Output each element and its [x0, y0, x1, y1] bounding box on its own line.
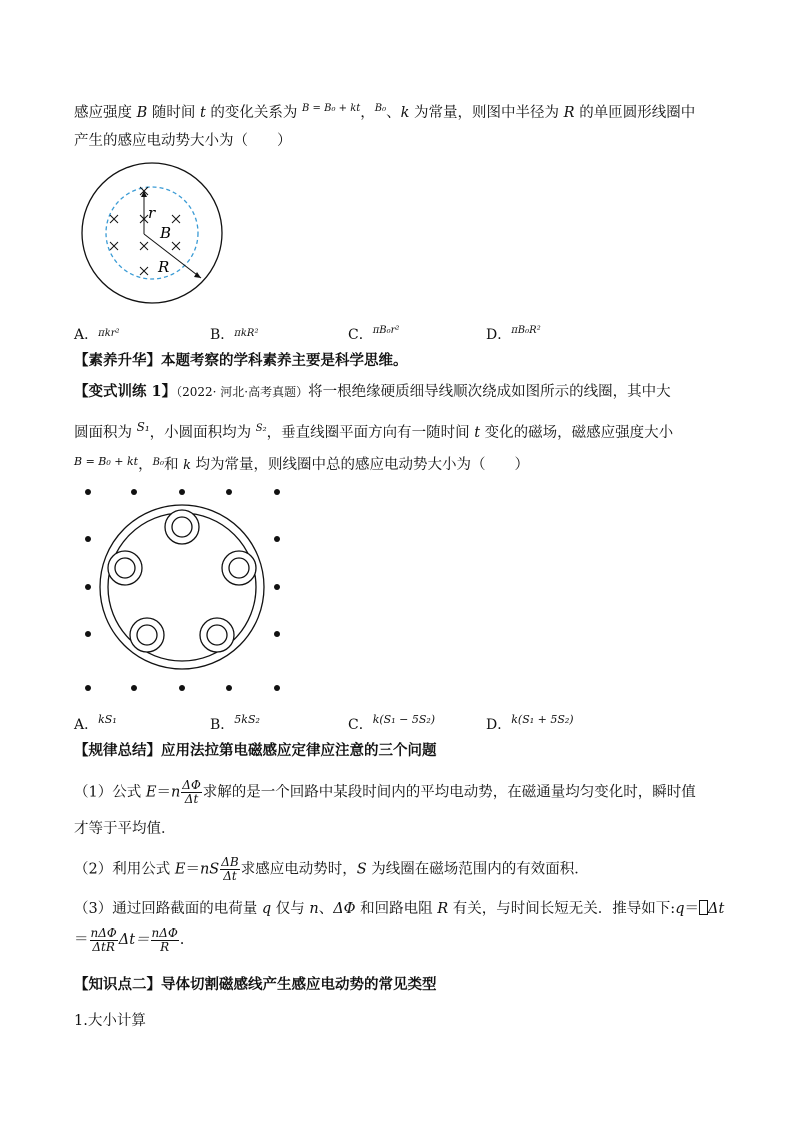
var-dphi: ΔΦ — [333, 901, 356, 917]
var-B: B — [136, 105, 148, 121]
text: 为线圈在磁场范围内的有效面积． — [366, 861, 589, 878]
var-R: R — [563, 105, 575, 121]
coil-wire — [100, 505, 264, 669]
calc-heading: 1.大小计算 — [74, 1013, 146, 1029]
q1-option-b[interactable] — [210, 324, 258, 344]
rules-item2 — [74, 856, 589, 883]
frac-den: Δt — [223, 869, 237, 883]
arrow-r-icon — [141, 191, 147, 197]
var-S: S — [356, 861, 367, 878]
option-letter: D． — [486, 327, 512, 343]
var-S2: S₂ — [255, 423, 267, 434]
text: 圆面积为 — [74, 425, 137, 441]
knowledge2-heading — [74, 975, 437, 995]
text: Δt＝ — [118, 932, 150, 948]
q1-option-d[interactable] — [486, 324, 541, 344]
text: . — [179, 932, 185, 948]
q1-line2: 产生的感应电动势大小为（ ） — [74, 133, 292, 149]
var-B0: B₀ — [152, 457, 164, 468]
text: ＝ — [74, 932, 89, 948]
variant-option-b[interactable] — [210, 713, 260, 734]
text: 、 — [386, 105, 401, 121]
label-r: r — [148, 204, 156, 222]
q1-option-a[interactable] — [74, 324, 120, 344]
text: 的变化关系为 — [205, 105, 303, 121]
variant-option-c[interactable] — [348, 713, 435, 734]
frac-den: Δt — [184, 792, 199, 806]
frac-den: R — [160, 939, 170, 954]
option-value: 5kS₂ — [234, 713, 260, 726]
rules-item3-line1 — [74, 899, 724, 919]
label-R: R — [158, 258, 170, 276]
var-E: E — [145, 784, 157, 801]
option-letter: A． — [74, 717, 99, 733]
text: 的单匝圆形线圈中 — [574, 105, 696, 121]
frac-num: ΔΦ — [182, 778, 201, 792]
text: （1）公式 — [74, 784, 146, 801]
option-letter: C． — [348, 327, 373, 343]
text: （3）通过回路截面的电荷量 — [74, 901, 262, 917]
text: 将一根绝缘硬质细导线顺次绕成如图所示的线圈，其中大 — [308, 384, 671, 400]
frac-num: nΔΦ — [151, 925, 178, 940]
text: ，垂直线圈平面方向有一随时间 — [266, 425, 475, 441]
option-value: πkr² — [98, 328, 120, 339]
option-value: πB₀r² — [372, 325, 400, 336]
outer-coil-circle — [82, 163, 222, 303]
var-R: R — [437, 901, 449, 917]
fraction-2 — [151, 927, 179, 954]
option-value: πkR² — [234, 328, 259, 339]
text: ＝ — [185, 861, 200, 878]
current-bar-icon — [699, 900, 708, 915]
option-value: πB₀R² — [511, 325, 541, 336]
rules-item1-line2: 才等于平均值． — [74, 821, 176, 837]
literacy-line — [74, 351, 408, 371]
var-q: q — [261, 901, 272, 917]
var-E: E — [174, 861, 186, 878]
var-k: k — [183, 458, 191, 473]
variant-tag: 【变式训练 1】 — [74, 383, 177, 400]
rules-title: 应用法拉第电磁感应定律应注意的三个问题 — [161, 742, 437, 759]
rules-heading — [74, 741, 437, 761]
text: 求感应电动势时， — [240, 861, 357, 878]
variant-coil-diagram — [76, 480, 300, 704]
q1-diagram — [70, 160, 240, 310]
var-t: t — [199, 105, 206, 121]
variant-line3 — [74, 452, 529, 476]
option-letter: B． — [210, 717, 235, 733]
text: ， — [360, 105, 375, 121]
var-q: q — [675, 901, 685, 917]
text: 感应强度 — [74, 105, 137, 121]
text: 、 — [318, 901, 334, 917]
option-letter: A． — [74, 327, 99, 343]
rules-item3-derivation — [74, 926, 184, 954]
option-value: kS₁ — [98, 713, 117, 726]
text: ＝ — [684, 901, 699, 917]
text: 变化的磁场，磁感应强度大小 — [480, 425, 674, 441]
text: 和回路电阻 — [355, 901, 438, 917]
text: （2）利用公式 — [74, 861, 175, 878]
text: 随时间 — [147, 105, 200, 121]
var-k: k — [400, 105, 410, 121]
formula-B: B = B₀ + kt — [74, 455, 139, 468]
knowledge2-title: 导体切割磁感线产生感应电动势的常见类型 — [161, 976, 437, 993]
text: 和 — [163, 457, 184, 473]
text: 均为常量，则线圈中总的感应电动势大小为（ ） — [190, 457, 530, 473]
label-B: B — [160, 224, 172, 242]
frac-den: ΔtR — [92, 939, 115, 954]
variant-option-a[interactable] — [74, 713, 117, 734]
rules-tag: 【规律总结】 — [74, 742, 161, 759]
var-n: n — [170, 784, 181, 801]
text: 为常量，则图中半径为 — [409, 105, 564, 121]
var-B0: B₀ — [374, 103, 387, 114]
option-value: k(S₁ − 5S₂) — [372, 713, 436, 726]
variant-option-d[interactable] — [486, 713, 574, 734]
text: ，小圆面积均为 — [149, 425, 256, 441]
var-S1: S₁ — [136, 420, 150, 434]
variant-line2 — [74, 417, 673, 443]
text: 求解的是一个回路中某段时间内的平均电动势，在磁通量均匀变化时，瞬时值 — [202, 784, 696, 801]
var-t: t — [474, 425, 481, 441]
literacy-tag: 【素养升华】 — [74, 352, 161, 369]
option-letter: D． — [486, 717, 512, 733]
rules-item1-line1 — [74, 779, 696, 806]
text: ＝ — [156, 784, 171, 801]
var-dt: Δt — [708, 901, 725, 917]
q1-option-c[interactable] — [348, 324, 399, 344]
var-nS: nS — [199, 861, 220, 878]
fraction-dphi-dt — [181, 779, 202, 806]
variant-source: （2022· 河北·高考真题） — [176, 385, 309, 399]
q1-line1 — [74, 99, 695, 123]
literacy-text: 本题考察的学科素养主要是科学思维。 — [161, 352, 408, 369]
fraction-dB-dt — [220, 856, 239, 883]
formula-B: B = B₀ + kt — [302, 103, 361, 114]
text: 有关，与时间长短无关．推导如下: — [448, 901, 676, 917]
option-letter: B． — [210, 327, 235, 343]
frac-num: nΔΦ — [90, 925, 117, 940]
frac-num: ΔB — [221, 855, 239, 869]
fraction-1 — [90, 927, 118, 954]
var-n: n — [309, 901, 319, 917]
knowledge2-tag: 【知识点二】 — [74, 976, 161, 993]
variant-line1 — [74, 382, 671, 402]
option-letter: C． — [348, 717, 373, 733]
text: ， — [138, 457, 153, 473]
option-value: k(S₁ + 5S₂) — [511, 713, 574, 726]
text: 仅与 — [271, 901, 310, 917]
